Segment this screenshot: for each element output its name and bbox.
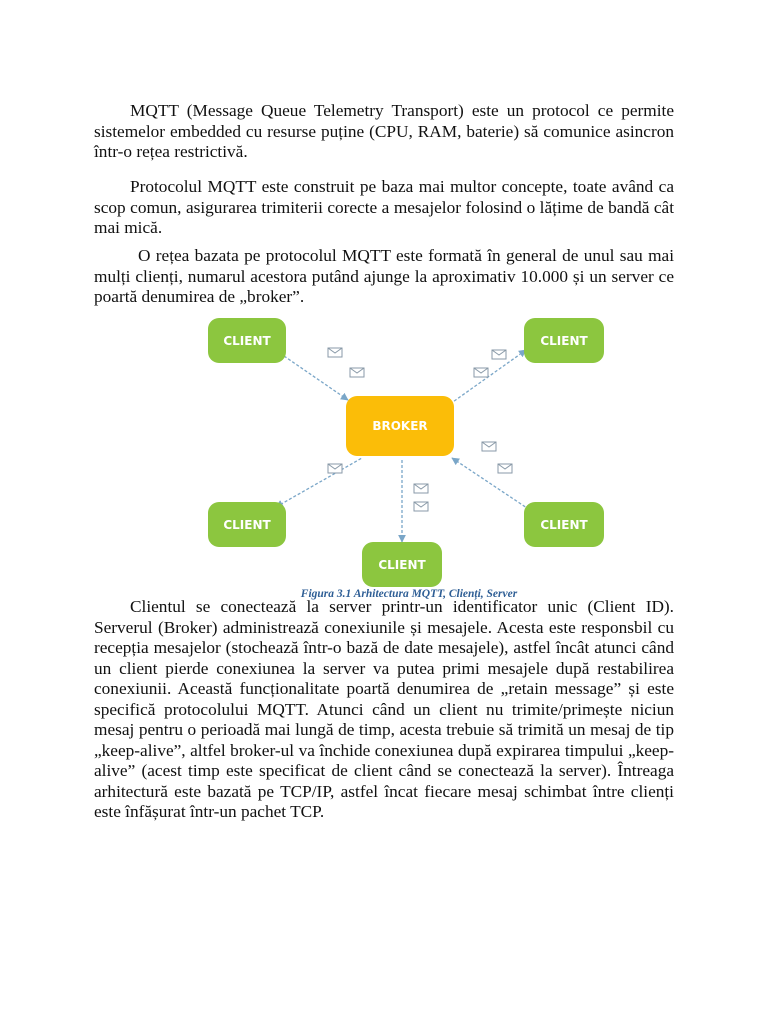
client-node-top-right: [524, 318, 604, 363]
paragraph-mqtt-intro: MQTT (Message Queue Telemetry Transport) este un protocol ce permite sistemelor embedded cu resurse puține (CPU, RAM, baterie) să comunice asincron într-o rețea restrictivă.: [94, 101, 674, 161]
paragraph-mqtt-network: O rețea bazata pe protocolul MQTT este formată în general de unul sau mai mulți clienți, numarul acestora putând ajunge la aproximativ 10.000 și un server ce poartă denumirea de „broker”.: [94, 246, 674, 306]
client-node-bottom-left: [208, 502, 286, 547]
client-label: CLIENT: [540, 334, 588, 348]
arrow-client-top-left: [284, 356, 348, 400]
envelope-icon: [328, 348, 342, 357]
arrow-client-bottom-right: [452, 458, 530, 510]
envelope-icon: [482, 442, 496, 451]
client-node-bottom-right: [524, 502, 604, 547]
envelope-icon: [350, 368, 364, 377]
paragraph-client-broker: Clientul se conectează la server printr-un identificator unic (Client ID). Serverul (Broker) administrează conexiunile și mesajele. Acesta este responsbil cu recepția mesajelor (stochează într-o bază de date mesajele), astfel încât atunci când un client pierde conexiunea la server va putea primi mesajele după restabilirea conexiunii. Această funcționalitate poartă denumirea de „retain message” și este specifică protocolului MQTT. Atunci când un client nu trimite/primește niciun mesaj pentru o perioadă mai lungă de timp, acesta trebuie să trimită un mesaj de tip „keep-alive”, altfel broker-ul va închide conexiunea după expirarea timpului „keep-alive” (acest timp este specificat de client când se conectează la server). Întreaga arhitectură este bazată pe TCP/IP, astfel încat fiecare mesaj schimbat între clienți este înfășurat într-un pachet TCP.: [94, 597, 674, 821]
broker-node: [346, 396, 454, 456]
figure-caption: Figura 3.1 Arhitectura MQTT, Clienți, Server: [300, 588, 518, 600]
client-node-bottom-center: [362, 542, 442, 587]
arrow-client-bottom-left: [276, 458, 362, 507]
client-node-top-left: [208, 318, 286, 363]
paragraph-mqtt-concepts: Protocolul MQTT este construit pe baza mai multor concepte, toate având ca scop comun, asigurarea trimiterii corecte a mesajelor folosind o lățime de bandă cât mai mică.: [94, 177, 674, 237]
envelope-icon: [498, 464, 512, 473]
client-label: CLIENT: [540, 518, 588, 532]
envelope-icon: [328, 464, 342, 473]
envelope-icon: [492, 350, 506, 359]
envelope-icon: [414, 484, 428, 493]
client-label: CLIENT: [223, 334, 271, 348]
client-label: CLIENT: [223, 518, 271, 532]
client-label: CLIENT: [378, 558, 426, 572]
broker-label: BROKER: [372, 419, 428, 433]
envelope-icon: [414, 502, 428, 511]
mqtt-architecture-figure: [208, 312, 610, 604]
envelope-icon: [474, 368, 488, 377]
